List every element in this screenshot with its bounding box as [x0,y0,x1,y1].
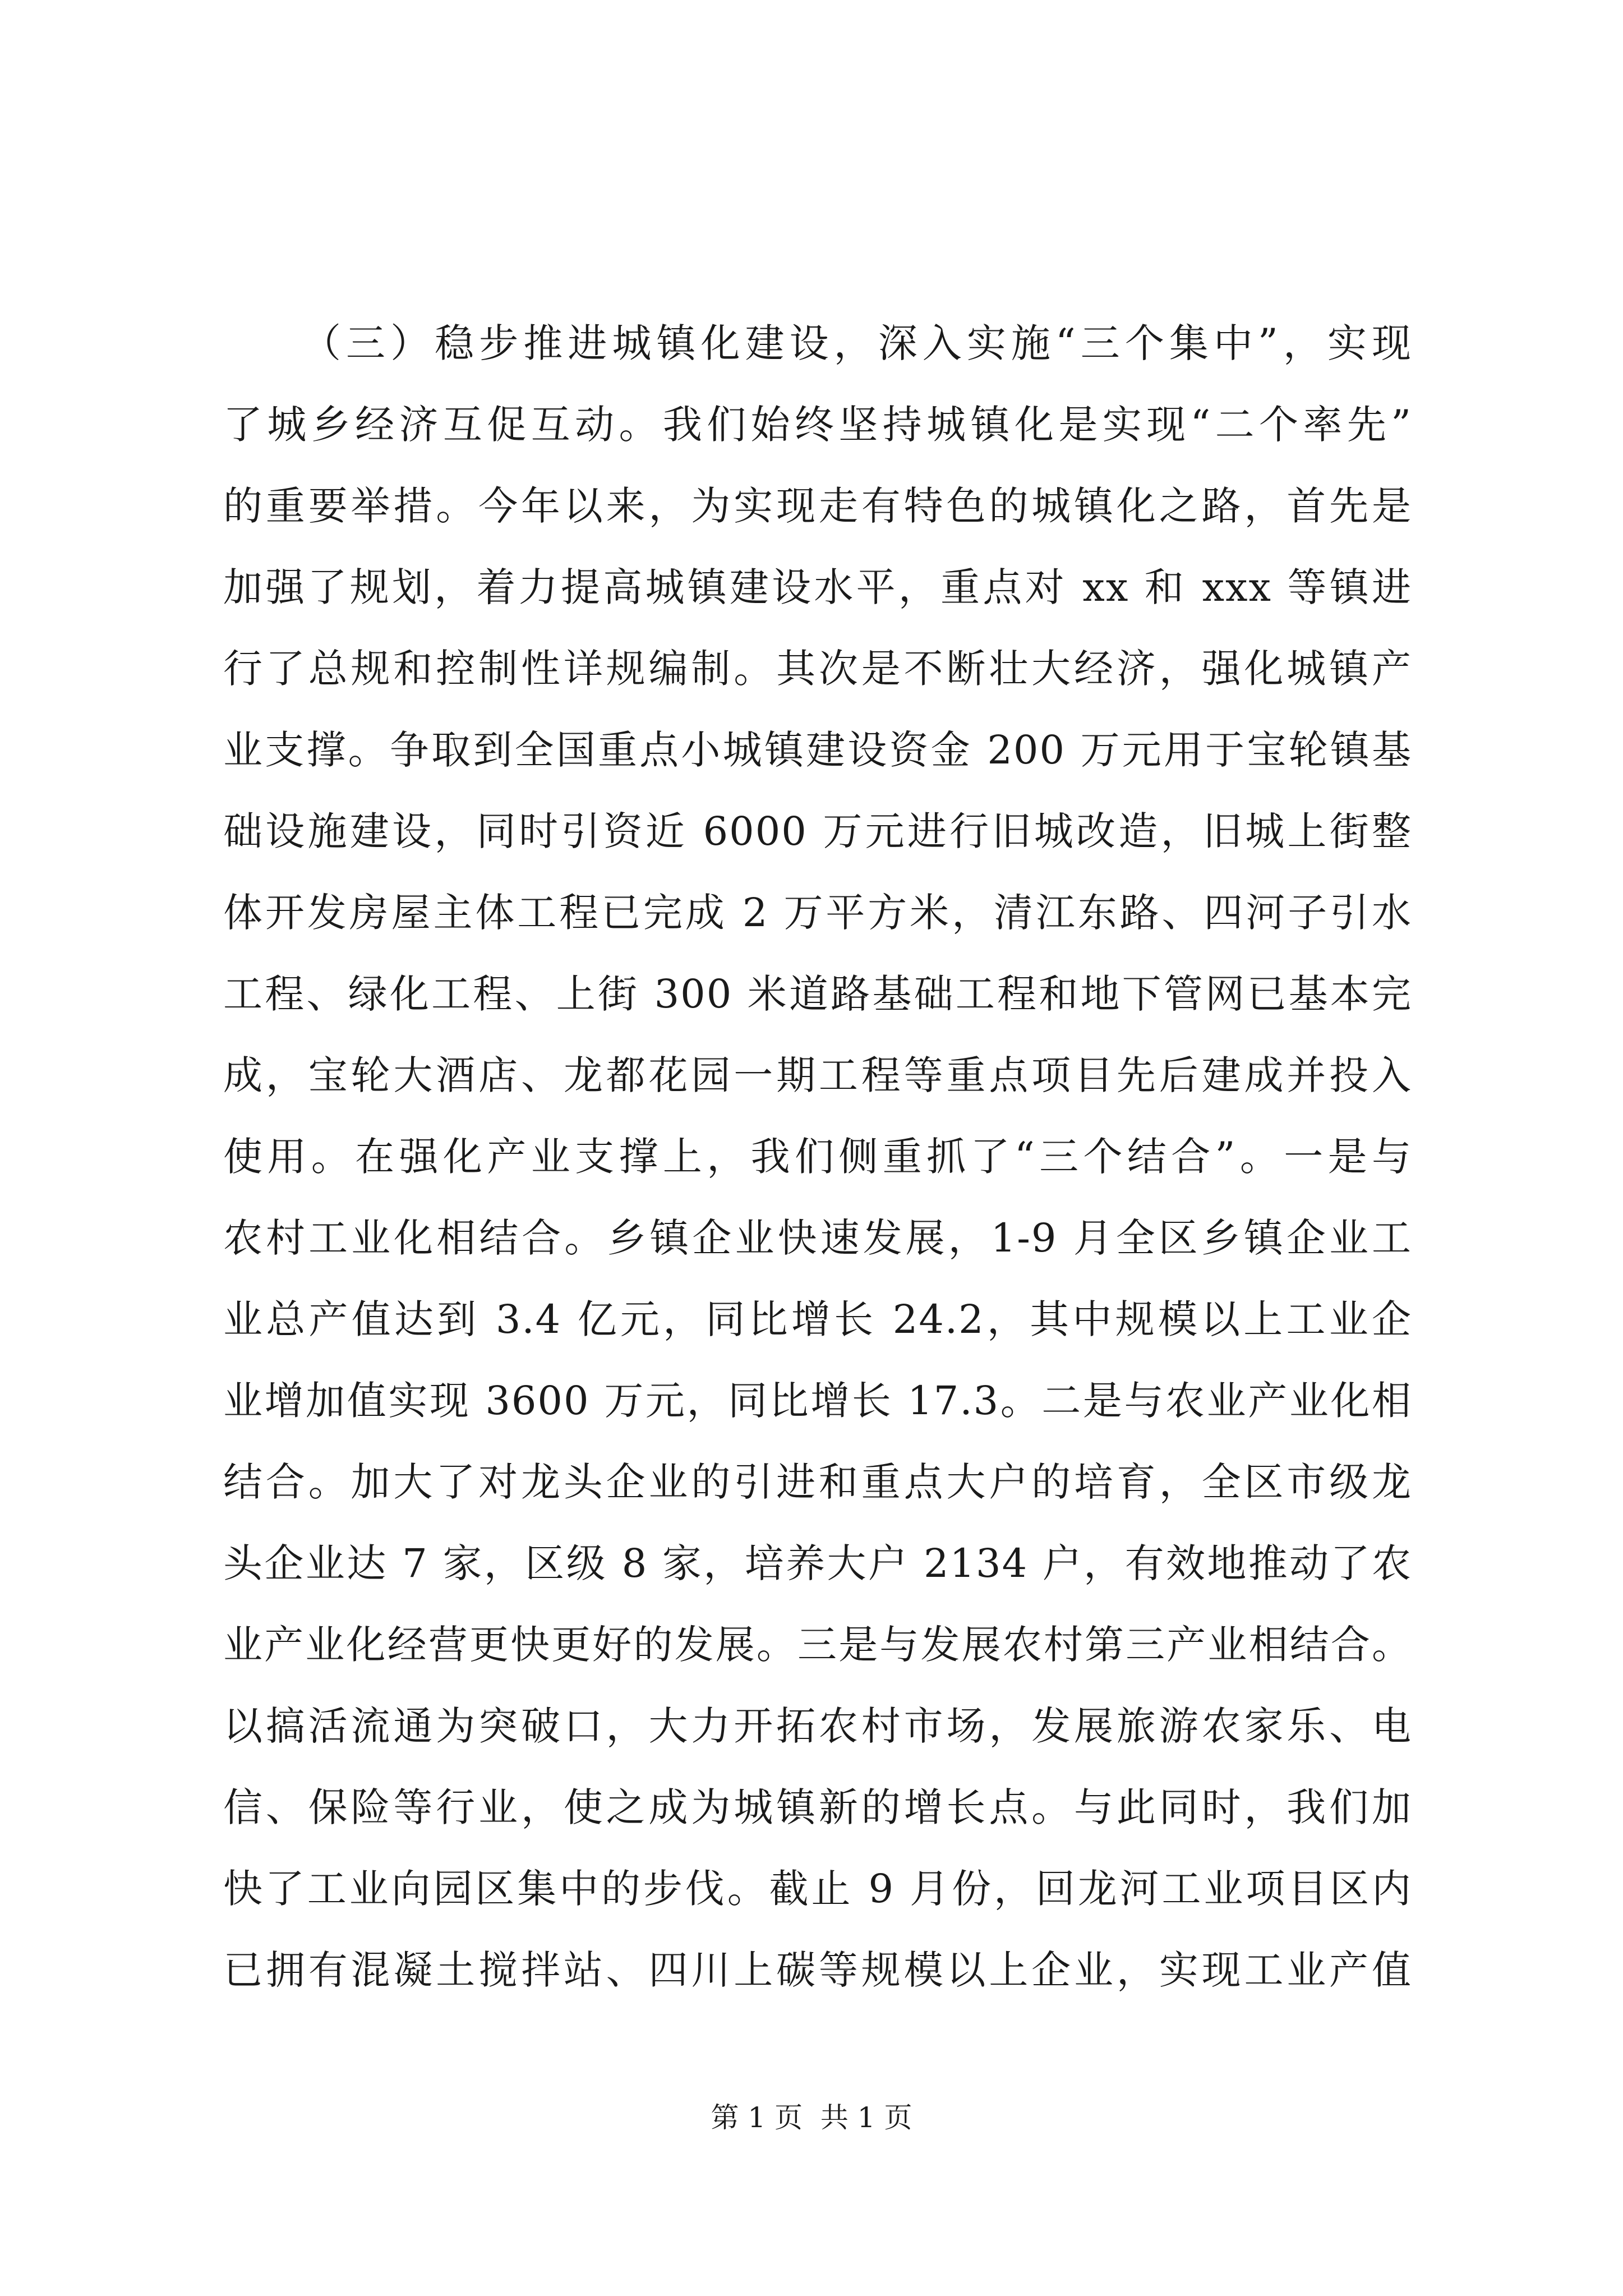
text-line: 工程、绿化工程、上街 300 米道路基础工程和地下管网已基本完 [223,971,1412,1017]
text-line: 已拥有混凝土搅拌站、四川上碳等规模以上企业，实现工业产值 [223,1947,1412,1993]
text-line: 以搞活流通为突破口，大力开拓农村市场，发展旅游农家乐、电 [223,1703,1412,1749]
text-line: 了城乡经济互促互动。我们始终坚持城镇化是实现“二个率先” [223,402,1412,448]
text-line: 信、保险等行业，使之成为城镇新的增长点。与此同时，我们加 [223,1784,1412,1830]
text-line: 业总产值达到 3.4 亿元，同比增长 24.2，其中规模以上工业企 [223,1296,1412,1342]
text-line: 业增加值实现 3600 万元，同比增长 17.3。二是与农业产业化相 [223,1378,1412,1424]
text-line: 结合。加大了对龙头企业的引进和重点大户的培育，全区市级龙 [223,1459,1412,1505]
page-number: 第 1 页 共 1 页 [711,2101,912,2134]
text-line: 头企业达 7 家，区级 8 家，培养大户 2134 户，有效地推动了农 [223,1540,1412,1586]
text-line: 成，宝轮大酒店、龙都花园一期工程等重点项目先后建成并投入 [223,1052,1412,1098]
body-paragraph [223,303,1412,2011]
text-line: 体开发房屋主体工程已完成 2 万平方米，清江东路、四河子引水 [223,890,1412,936]
text-line: （三）稳步推进城镇化建设，深入实施“三个集中”，实现 [302,320,1412,366]
text-line: 的重要举措。今年以来，为实现走有特色的城镇化之路，首先是 [223,483,1412,529]
text-line: 快了工业向园区集中的步伐。截止 9 月份，回龙河工业项目区内 [223,1866,1412,1912]
text-line: 使用。在强化产业支撑上，我们侧重抓了“三个结合”。一是与 [223,1134,1412,1180]
text-line: 础设施建设，同时引资近 6000 万元进行旧城改造，旧城上街整 [223,808,1412,854]
page-footer [0,2101,1623,2134]
text-line: 业支撑。争取到全国重点小城镇建设资金 200 万元用于宝轮镇基 [223,727,1412,773]
text-line: 农村工业化相结合。乡镇企业快速发展，1-9 月全区乡镇企业工 [223,1215,1412,1261]
text-line: 业产业化经营更快更好的发展。三是与发展农村第三产业相结合。 [223,1622,1412,1668]
text-line: 加强了规划，着力提高城镇建设水平，重点对 xx 和 xxx 等镇进 [223,564,1412,610]
text-line: 行了总规和控制性详规编制。其次是不断壮大经济，强化城镇产 [223,646,1412,692]
